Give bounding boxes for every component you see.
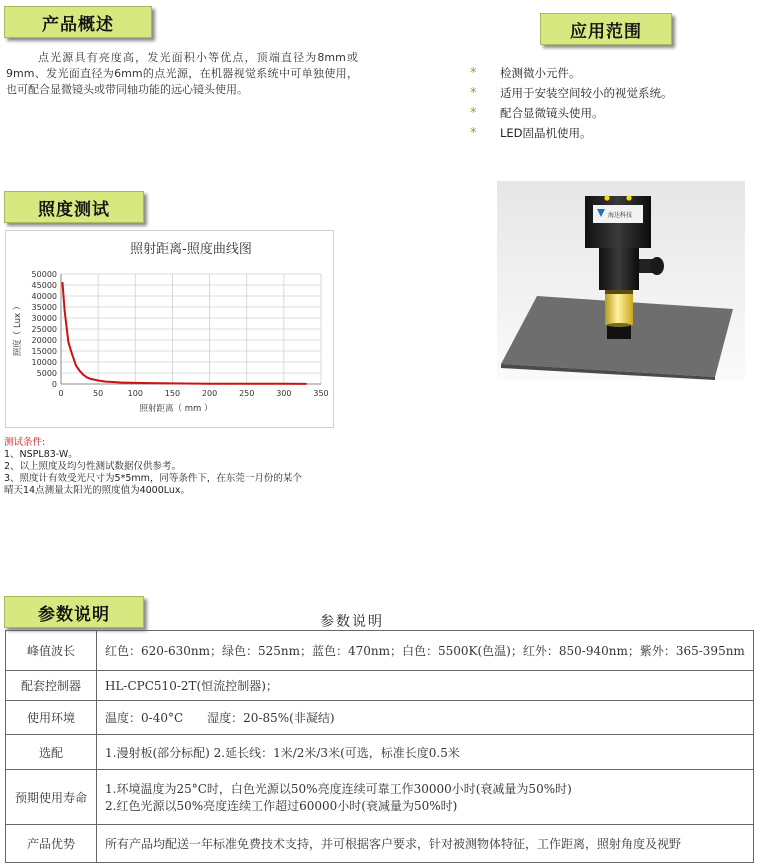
- y-tick-label: 45000: [31, 281, 57, 290]
- param-label: 预期使用寿命: [6, 770, 97, 825]
- test-conditions: [4, 437, 302, 497]
- data-point: [82, 374, 84, 376]
- param-label: 选配: [6, 735, 97, 770]
- application-text: 配合显微镜头使用。: [500, 106, 604, 120]
- x-tick-label: 350: [313, 389, 329, 398]
- applications-list: [470, 63, 673, 143]
- data-point: [62, 282, 64, 284]
- application-item: [470, 123, 673, 143]
- test-condition-line: 晴天14点测量太阳光的照度值为4000Lux。: [4, 485, 191, 496]
- param-label: 使用环境: [6, 701, 97, 735]
- data-point: [105, 381, 107, 383]
- data-point: [75, 364, 77, 366]
- chart-title: 照射距离-照度曲线图: [130, 242, 252, 257]
- y-tick-label: 5000: [36, 369, 57, 378]
- data-point: [97, 380, 99, 382]
- x-tick-label: 50: [93, 389, 104, 398]
- application-text: LED固晶机使用。: [500, 126, 592, 140]
- product-photo: [497, 181, 745, 380]
- y-tick-label: 0: [51, 380, 57, 389]
- param-value-line: 所有产品均配送一年标准免费技术支持，并可根据客户要求，针对被测物体特征，工作距离，照射角度及视野: [105, 837, 682, 851]
- param-value-line: 红色：620-630nm；绿色：525nm；蓝色：470nm；白色：5500K(色温)；红外：850-940nm；紫外：365-395nm: [105, 644, 745, 658]
- section-tab-parameters: 参数说明: [4, 596, 144, 628]
- y-tick-label: 10000: [31, 358, 57, 367]
- param-row: [6, 770, 754, 825]
- x-tick-label: 300: [276, 389, 292, 398]
- param-value: [97, 631, 754, 671]
- param-value: [97, 701, 754, 735]
- y-tick-label: 15000: [31, 347, 57, 356]
- test-condition-line: 3、照度计有效受光尺寸为5*5mm，同等条件下，在东莞一月份的某个: [4, 473, 302, 484]
- data-point: [68, 341, 70, 343]
- test-conditions-title: 测试条件:: [4, 437, 46, 448]
- x-tick-label: 200: [201, 389, 218, 398]
- bullet-star-icon: *: [470, 85, 477, 101]
- data-point: [64, 311, 66, 313]
- param-value-line: 1.环境温度为25°C时，白色光源以50%亮度连续可靠工作30000小时(衰减量为50%时): [105, 782, 572, 796]
- data-point: [305, 383, 307, 385]
- param-row: [6, 701, 754, 735]
- data-point: [283, 383, 285, 385]
- param-row: [6, 671, 754, 701]
- data-point: [246, 383, 248, 385]
- bullet-star-icon: *: [470, 125, 477, 141]
- param-value-line: 1.漫射板(部分标配) 2.延长线：1米/2米/3米(可选，标准长度0.5米: [105, 745, 460, 760]
- param-row: [6, 825, 754, 863]
- y-tick-label: 50000: [31, 270, 57, 279]
- param-table: [5, 630, 754, 863]
- y-tick-label: 35000: [31, 303, 57, 312]
- y-tick-label: 25000: [31, 325, 57, 334]
- x-tick-label: 150: [164, 389, 181, 398]
- light-tube: [605, 290, 633, 325]
- application-text: 适用于安装空间较小的视觉系统。: [500, 86, 673, 100]
- data-point: [209, 383, 211, 385]
- y-tick-label: 20000: [31, 336, 57, 345]
- x-tick-label: 250: [239, 389, 255, 398]
- data-point: [120, 382, 122, 384]
- lens-head: [607, 325, 631, 339]
- y-tick-label: 40000: [31, 292, 57, 301]
- param-value-line: HL-CPC510-2T(恒流控制器)；: [105, 679, 278, 693]
- x-axis-label: 照射距离（ mm ）: [139, 404, 213, 414]
- param-value: [97, 825, 754, 863]
- param-row: [6, 631, 754, 671]
- param-table-title: 参数说明: [320, 614, 384, 630]
- bullet-star-icon: *: [470, 105, 477, 121]
- y-tick-label: 30000: [31, 314, 57, 323]
- illuminance-chart: [5, 230, 334, 428]
- x-tick-label: 100: [127, 389, 143, 398]
- application-text: 检测微小元件。: [500, 66, 581, 80]
- y-axis-label: 照度（ Lux ）: [13, 301, 23, 357]
- overview-paragraph: 点光源具有亮度高，发光面积小等优点，顶端直径为8mm或9mm、发光面直径为6mm的点光源，在机器视觉系统中可单独使用，也可配合显微镜头或带同轴功能的远心镜头使用。: [6, 51, 358, 96]
- data-point: [90, 378, 92, 380]
- data-point: [79, 370, 81, 372]
- test-condition-line: 2、以上照度及均匀性测试数据仅供参考。: [4, 461, 182, 472]
- data-point: [112, 381, 114, 383]
- application-item: [470, 63, 673, 83]
- adjust-knob: [650, 257, 664, 275]
- section-tab-applications: 应用范围: [540, 13, 672, 45]
- data-point: [71, 353, 73, 355]
- application-item: [470, 83, 673, 103]
- data-point: [149, 382, 151, 384]
- param-value: [97, 735, 754, 770]
- param-value-line: 温度：0-40°C 湿度：20-85%(非凝结): [105, 711, 335, 725]
- product-logo-text: 海达科技: [608, 212, 633, 219]
- series-line: [63, 283, 307, 384]
- bullet-star-icon: *: [470, 65, 477, 81]
- param-value: [97, 770, 754, 825]
- param-value-line: 2.红色光源以50%亮度连续工作超过60000小时(衰减量为50%时): [105, 799, 458, 813]
- param-value: [97, 671, 754, 701]
- param-label: 产品优势: [6, 825, 97, 863]
- chart-svg: [6, 231, 333, 427]
- data-point: [86, 377, 88, 379]
- test-condition-line: 1、NSPL83-W。: [4, 449, 78, 460]
- param-row: [6, 735, 754, 770]
- data-point: [172, 383, 174, 385]
- section-tab-overview: 产品概述: [4, 6, 152, 38]
- param-label: 配套控制器: [6, 671, 97, 701]
- data-point: [134, 382, 136, 384]
- section-tab-illuminance: 照度测试: [4, 191, 144, 223]
- param-label: 峰值波长: [6, 631, 97, 671]
- application-item: [470, 103, 673, 123]
- x-tick-label: 0: [58, 389, 64, 398]
